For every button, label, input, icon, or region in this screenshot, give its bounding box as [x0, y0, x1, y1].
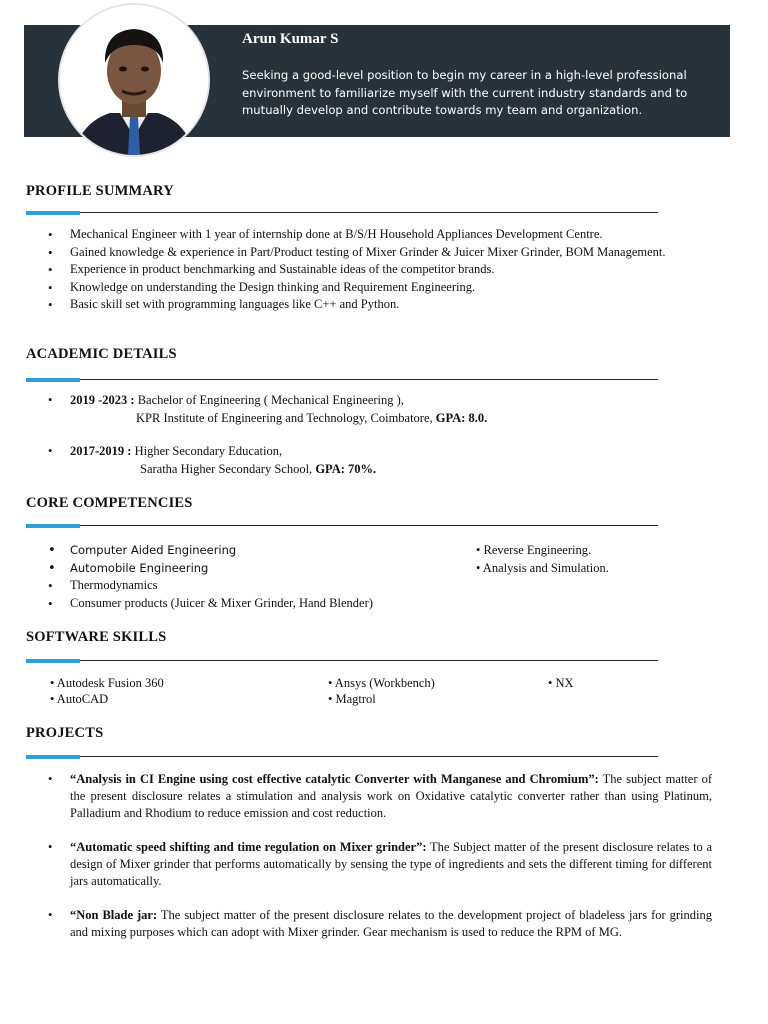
- project-description: The Subject matter of the present disclosure relates to a design of Mixer grinder that performs automatically by sensing the type of ingredients and sets the different timing for different jars automatically.: [70, 840, 712, 888]
- academic-entry: [70, 443, 376, 478]
- candidate-name: Arun Kumar S: [242, 31, 339, 47]
- list-item: • Automobile Engineering: [70, 560, 490, 578]
- section-divider: [26, 525, 658, 526]
- project-name: “Automatic speed shifting and time regulation on Mixer grinder”:: [70, 840, 427, 854]
- list-item: • Mechanical Engineer with 1 year of internship done at B/S/H Household Appliances Development Centre.: [70, 226, 715, 244]
- section-title-academic-details: ACADEMIC DETAILS: [26, 346, 177, 362]
- software-column-1: [50, 675, 164, 707]
- section-accent-bar: [26, 524, 80, 528]
- project-item: [70, 771, 712, 822]
- list-item: • NX: [548, 676, 574, 690]
- list-item: • Knowledge on understanding the Design thinking and Requirement Engineering.: [70, 279, 715, 297]
- academic-years: 2017-2019 :: [70, 444, 132, 458]
- academic-degree: Bachelor of Engineering ( Mechanical Engineering ),: [137, 393, 404, 407]
- section-title-core-competencies: CORE COMPETENCIES: [26, 495, 193, 511]
- project-item: [70, 907, 712, 941]
- academic-score: GPA: 8.0.: [435, 410, 488, 425]
- section-accent-bar: [26, 659, 80, 663]
- profile-summary-list: [70, 226, 715, 314]
- section-title-projects: PROJECTS: [26, 725, 104, 741]
- list-item: • Analysis and Simulation.: [476, 560, 609, 575]
- list-item: • Basic skill set with programming languages like C++ and Python.: [70, 296, 715, 314]
- academic-years: 2019 -2023 :: [70, 393, 135, 407]
- project-item: [70, 839, 712, 890]
- project-description: The subject matter of the present disclosure relates a stimulation and analysis work on Oxidative catalytic converter rather than using Platinum, Palladium and Rhodium to reduce emission and cost reduction.: [70, 772, 712, 820]
- section-divider: [26, 212, 658, 213]
- academic-institution: KPR Institute of Engineering and Technology, Coimbatore,: [136, 410, 433, 425]
- career-objective: Seeking a good-level position to begin my career in a high-level professional environment to familiarize myself with the current industry standards and to mutually develop and contribute towards my team and organization.: [242, 68, 688, 117]
- software-column-2: [328, 675, 435, 707]
- section-accent-bar: [26, 378, 80, 382]
- project-description: The subject matter of the present disclosure relates to the development project of bladeless jars for grinding and mixing purposes which can adopt with Mixer grinder. Gear mechanism is used to reduce the RPM of MG.: [70, 908, 712, 939]
- list-item: • Magtrol: [328, 692, 376, 706]
- list-item: • Thermodynamics: [70, 577, 490, 595]
- list-item: • Reverse Engineering.: [476, 543, 592, 557]
- academic-entry: [70, 392, 487, 427]
- academic-degree: Higher Secondary Education,: [134, 444, 283, 458]
- section-accent-bar: [26, 211, 80, 215]
- competencies-right-list: [476, 542, 609, 578]
- list-item: • Experience in product benchmarking and Sustainable ideas of the competitor brands.: [70, 261, 715, 279]
- competencies-left-list: [70, 542, 490, 612]
- section-title-software-skills: SOFTWARE SKILLS: [26, 629, 167, 645]
- list-item: • Computer Aided Engineering: [70, 542, 490, 560]
- list-item: • AutoCAD: [50, 692, 109, 706]
- section-accent-bar: [26, 755, 80, 759]
- list-item: • Gained knowledge & experience in Part/Product testing of Mixer Grinder & Juicer Mixer Grinder, BOM Management.: [70, 244, 715, 262]
- section-divider: [26, 379, 658, 380]
- academic-institution: Saratha Higher Secondary School,: [140, 461, 313, 476]
- person-photo-icon: [60, 5, 208, 155]
- project-name: “Non Blade jar:: [70, 908, 158, 922]
- project-name: “Analysis in CI Engine using cost effective catalytic Converter with Manganese and Chromium”:: [70, 772, 599, 786]
- software-column-3: [548, 675, 574, 691]
- section-divider: [26, 756, 658, 757]
- section-title-profile-summary: PROFILE SUMMARY: [26, 183, 174, 199]
- list-item: • Autodesk Fusion 360: [50, 676, 164, 690]
- academic-score: GPA: 70%.: [315, 461, 377, 476]
- list-item: • Consumer products (Juicer & Mixer Grinder, Hand Blender): [70, 595, 490, 613]
- list-item: • Ansys (Workbench): [328, 676, 435, 690]
- section-divider: [26, 660, 658, 661]
- profile-photo: [60, 5, 208, 155]
